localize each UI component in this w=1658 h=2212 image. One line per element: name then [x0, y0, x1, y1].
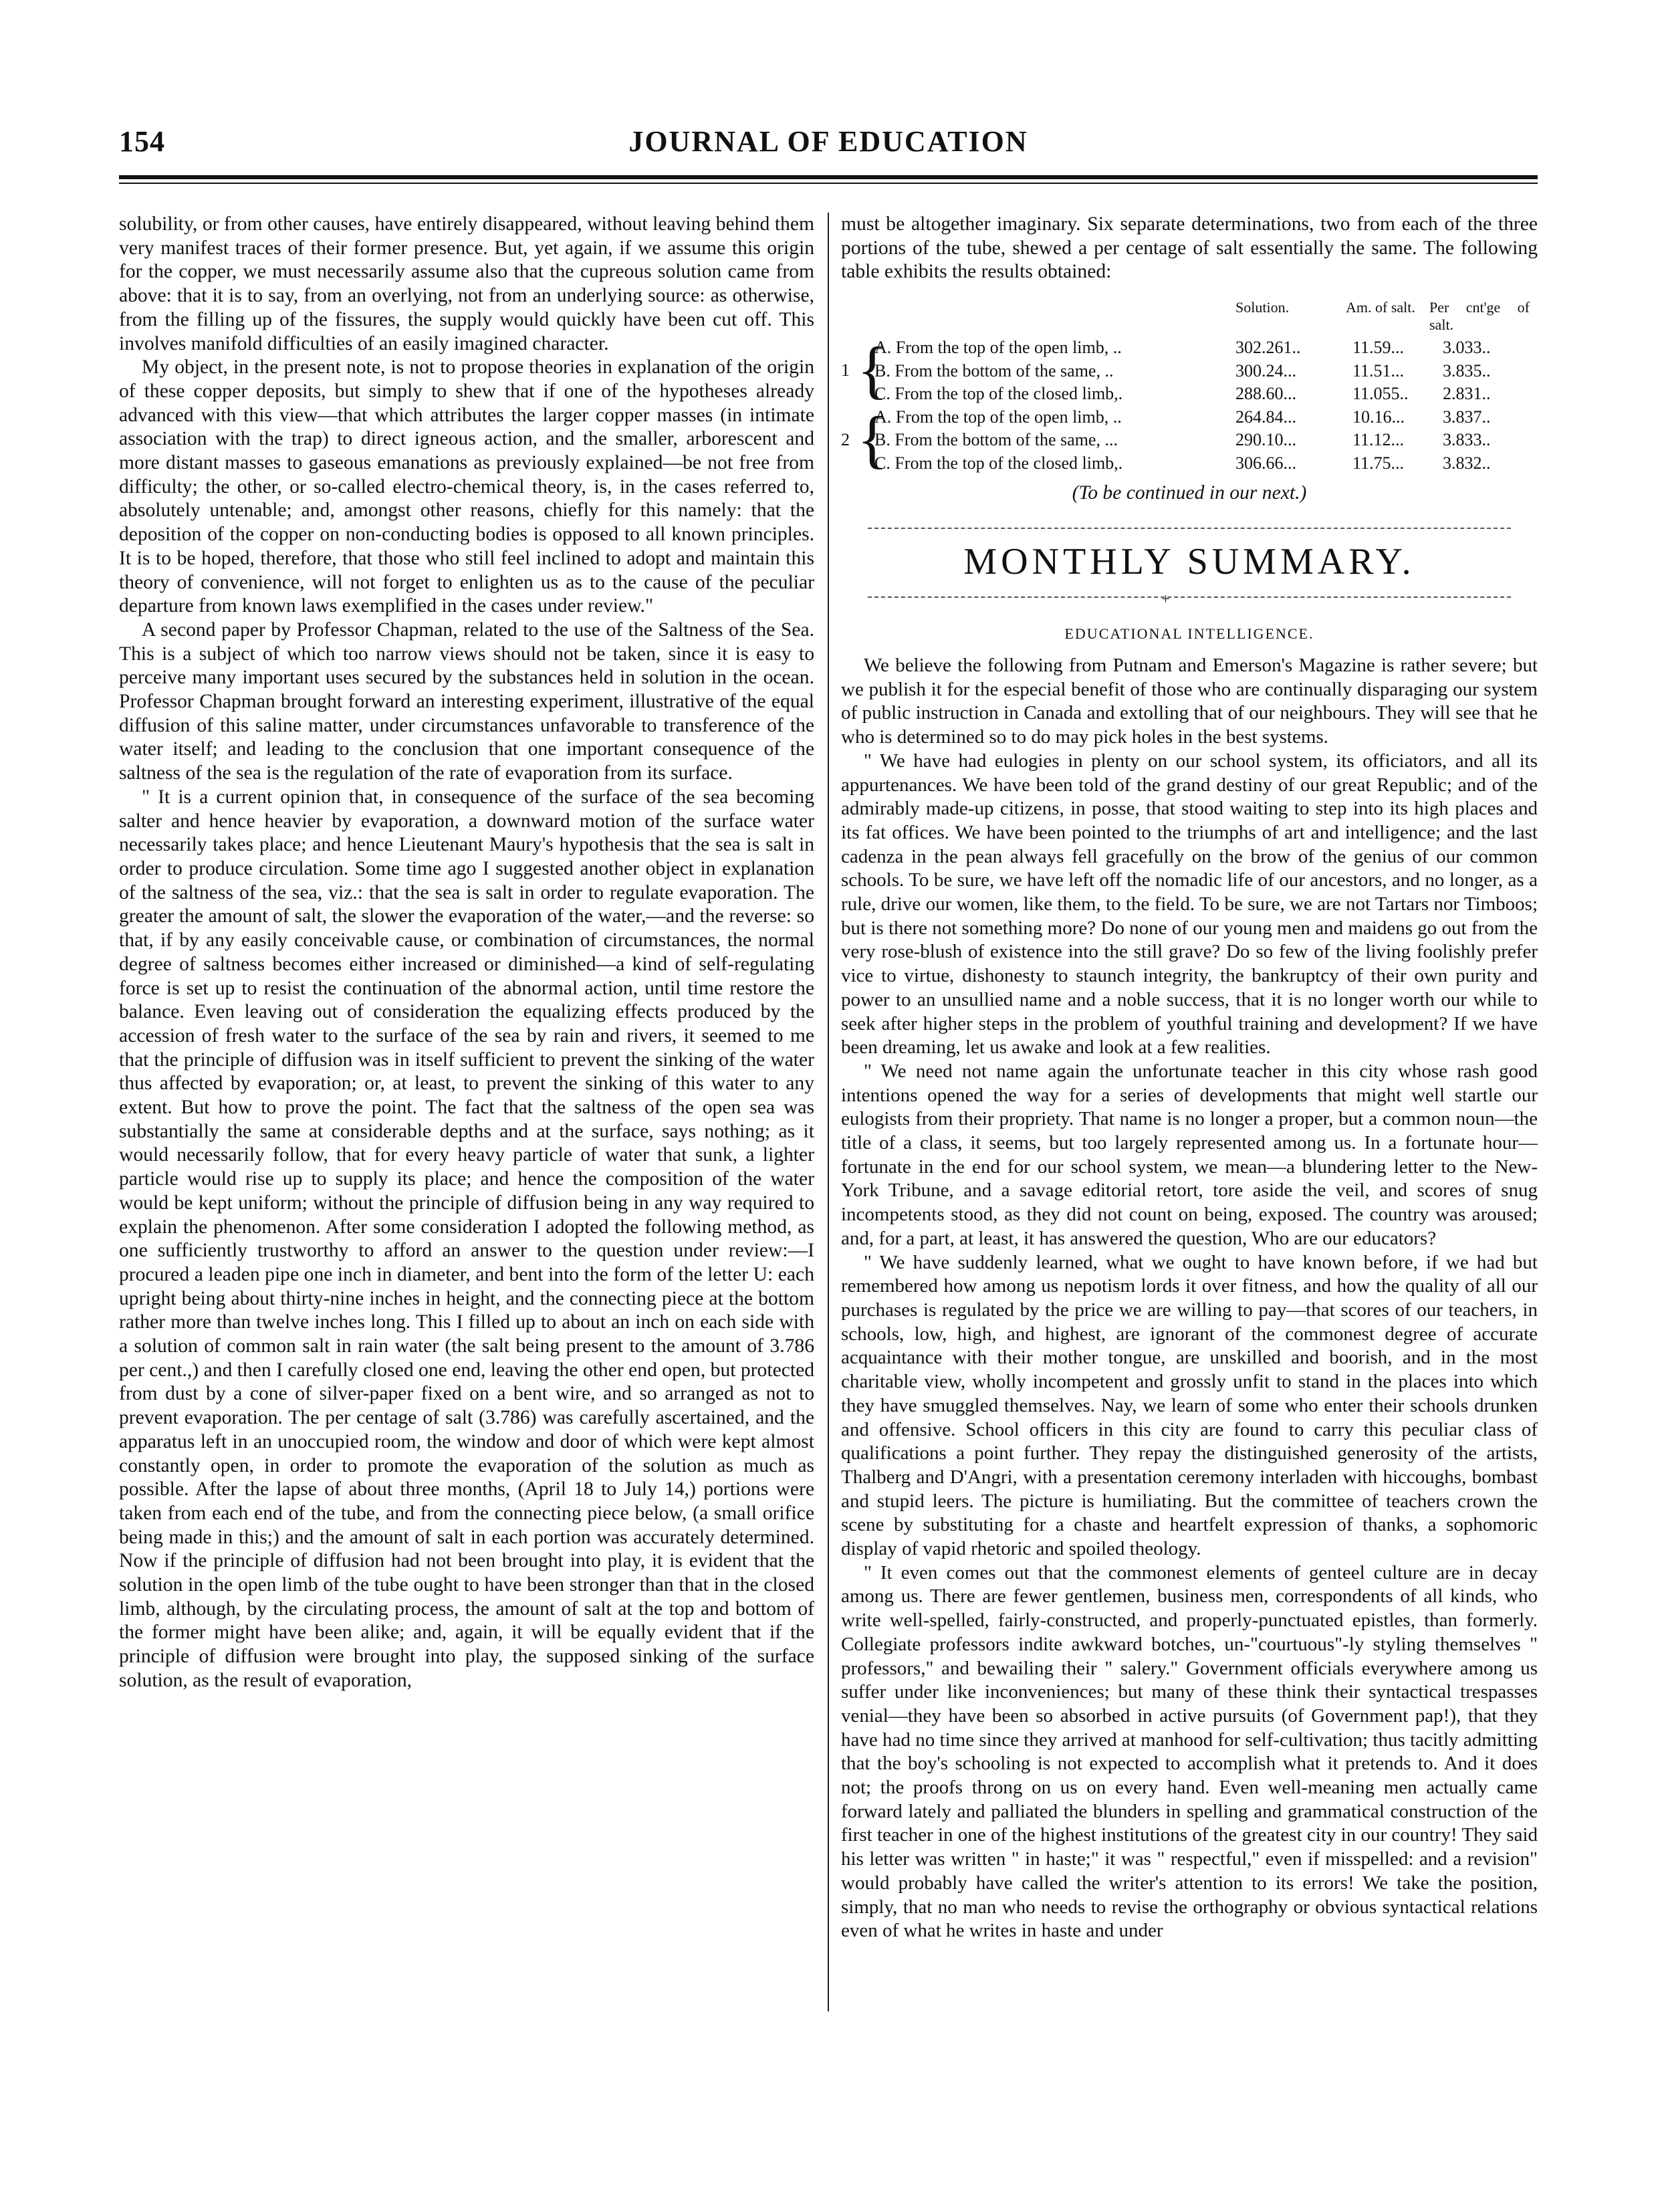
- ornament-rule: [841, 514, 1538, 541]
- row-percent: 3.832..: [1443, 453, 1491, 473]
- row-amount: 11.59...: [1352, 338, 1405, 358]
- page-header: [119, 124, 1538, 164]
- row-percent: 3.833..: [1443, 430, 1491, 450]
- paragraph: " It is a current opinion that, in consequence of the surface of the sea becoming salter and hence heavier by evaporation, a downward motion of the surface water necessarily takes place; and hence Lieutenant Maury's hypothesis that the sea is salt in order to produce circulation. Some time ago I suggested another object in explanation of the saltness of the sea, viz.: that the sea is salt in order to regulate evaporation. The greater the amount of salt, the slower the evaporation of the water,—and the reverse: so that, if by any easily conceivable cause, or combination of circumstances, the normal degree of saltness becomes either increased or diminished—a kind of self-regulating force is set up to resist the continuation of the abnormal action, until time restore the balance. Even leaving out of consideration the equalizing effects produced by the accession of fresh water to the surface of the sea by rain and rivers, it seemed to me that the principle of diffusion was in itself sufficient to prevent the sinking of the water thus affected by evaporation; or, at least, to prevent the sinking of this water to any extent. But how to prove the point. The fact that the saltness of the open sea was substantially the same at considerable depths and at the surface, says nothing; as it would necessarily follow, that for every heavy particle of water that sunk, a lighter particle would rise up to supply its place; and hence the composition of the water would be kept uniform; without the principle of diffusion being in any way required to explain the phenomenon. After some consideration I adopted the following method, as one sufficiently trustworthy to afford an answer to the question under review:—I procured a leaden pipe one inch in diameter, and bent into the form of the letter U: each upright being about thirty-nine inches in height, and the connecting piece at the bottom rather more than twelve inches long. This I filled up to about an inch on each side with a solution of common salt in rain water (the salt being present to the amount of 3.786 per cent.,) and then I carefully closed one end, leaving the other end open, but protected from dust by a cone of silver-paper fixed on a bent wire, and so arranged as not to prevent evaporation. The per centage of salt (3.786) was carefully ascertained, and the apparatus left in an unoccupied room, the window and door of which were kept almost constantly open, in order to promote the evaporation of the solution as much as possible. After the lapse of about three months, (April 18 to July 14,) portions were taken from each end of the tube, and from the connecting piece below, (a small orifice being made in this;) and the amount of salt in each portion was accurately determined. Now if the principle of diffusion had not been brought into play, it is evident that the solution in the open limb of the tube ought to have been stronger than that in the closed limb, although, by the circulating process, the amount of salt at the top and bottom of the former might have been alike; and, again, it will be equally evident that if the principle of diffusion were brought into play, the supposed sinking of the surface solution, as the result of evaporation,: [119, 786, 814, 1691]
- table-row: [841, 452, 1538, 475]
- row-percent: 3.033..: [1443, 338, 1491, 358]
- table-row: [841, 382, 1538, 406]
- row-percent: 3.835..: [1443, 360, 1491, 380]
- row-solution: 290.10...: [1235, 430, 1296, 450]
- paragraph: " It even comes out that the commonest elements of genteel culture are in decay among us. There are fewer gentlemen, business men, correspondents of all kinds, who write well-spelled, fairly-constructed, and properly-punctuated epistles, than formerly. Collegiate professors indite awkward botches, un-"courtuous"-ly styling themselves " professors," and bewailing their " salery." Government officials everywhere among us suffer under like inconveniences; but many of these think their syntactical trespasses venial—they have been so absorbed in active pursuits (of Government pap!), that they have had no time since they arrived at manhood for self-cultivation; thus tacitly admitting that the boy's schooling is not expected to accomplish what it pretends to. And it does not; the proofs throng on us on every hand. Even well-meaning men actually came forward lately and palliated the blunders in spelling and grammatical construction of the first teacher in one of the highest institutions of the greatest city in our country! They said his letter was written " in haste;" it was " respectful," even if misspelled: and a revision" would probably have called the writer's attention to its errors! We take the position, simply, that no man who needs to revise the orthography or obvious syntactical relations even of what he writes in haste and under: [841, 1561, 1538, 1942]
- row-solution: 300.24...: [1235, 360, 1296, 380]
- paragraph: " We have had eulogies in plenty on our school system, its officiators, and all its appurtenances. We have been told of the grand destiny of our great Republic; and of the admirably made-up citizens, in posse, that stood waiting to step into its high places and its fat offices. We have been pointed to the triumphs of art and intelligence; and the last cadenza in the pean always fell gracefully on the brow of the genius of our common schools. To be sure, we have left off the nomadic life of our ancestors, and no longer, as a rule, drive our women, like them, to the field. To be sure, we are not Tartars nor Timboos; but is there not something more? Do none of our young men and maidens go out from the very rose-blush of existence into the still grave? Do so few of the living foolishly prefer vice to virtue, dishonesty to staunch integrity, the bankruptcy of their own purity and power to an unsullied name and a noble success, that it is no longer worth our while to seek after higher steps in the problem of youthful training and development? If we have been dreaming, let us awake and look at a few realities.: [841, 750, 1538, 1059]
- table-row: [841, 360, 1538, 383]
- row-solution: 264.84...: [1235, 407, 1296, 427]
- article-body: [841, 654, 1538, 1943]
- continued-note: (To be continued in our next.): [1072, 482, 1307, 504]
- ornament-mark: +: [1161, 590, 1170, 608]
- row-solution: 302.261..: [1235, 338, 1301, 358]
- row-percent: 2.831..: [1443, 384, 1491, 404]
- left-column: [119, 213, 814, 1693]
- row-label: A. From the top of the open limb, ..: [874, 407, 1122, 427]
- row-label: C. From the top of the closed limb,.: [874, 384, 1123, 404]
- row-percent: 3.837..: [1443, 407, 1491, 427]
- results-table: [841, 299, 1538, 505]
- group-number: 2: [841, 429, 850, 449]
- table-group: [841, 336, 1538, 406]
- row-amount: 11.75...: [1352, 453, 1405, 473]
- ornament-rule: [841, 583, 1538, 610]
- paragraph: " We have suddenly learned, what we ought to have known before, if we had but remembered how among us nepotism lords it over fitness, and how the quality of all our purchases is regulated by the price we are willing to pay—that scores of our teachers, in schools, low, high, and highest, are ignorant of the commonest degree of accurate acquaintance with their mother tongue, are unskilled and boorish, and in the most charitable view, wholly incompetent and grossly unfit to stand in the places into which they have smuggled themselves. Nay, we learn of some who enter their schools drunken and offensive. School officers in this city are found to carry this peculiar class of qualifications a point further. They repay the distinguished generosity of the artists, Thalberg and D'Angri, with a presentation ceremony interladen with hiccoughs, bombast and stupid leers. The picture is humiliating. But the committee of teachers crown the scene by substituting for a chaste and heartfelt expression of thanks, a sophomoric display of vapid rhetoric and spoiled theology.: [841, 1251, 1538, 1560]
- paragraph: " We need not name again the unfortunate teacher in this city whose rash good intentions opened the way for a series of developments that might well startle our eulogists from their propriety. That name is no longer a proper, but a common noun—the title of a class, it seems, but too largely represented among us. In a fortunate hour—fortunate in the end for our school system, we mean—a blundering letter to the New-York Tribune, and a savage editorial retort, tore aside the veil, and scores of snug incompetents stood, as they did not count on being, exposed. The country was aroused; and, for a part, at least, it has answered the question, Who are our educators?: [841, 1060, 1538, 1249]
- dashed-rule: [868, 596, 1511, 598]
- row-label: B. From the bottom of the same, ...: [874, 430, 1118, 450]
- header-rule-thin: [119, 183, 1538, 184]
- paragraph: We believe the following from Putnam and Emerson's Magazine is rather severe; but we publish it for the especial benefit of those who are continually disparaging our system of public instruction in Canada and extolling that of our neighbours. They will see that he who is determined so to do may pick holes in the best systems.: [841, 655, 1538, 748]
- row-label: C. From the top of the closed limb,.: [874, 453, 1123, 473]
- paragraph: solubility, or from other causes, have entirely disappeared, without leaving behind them very manifest traces of their former presence. But, yet again, if we assume this origin for the copper, we must necessarily assume also that the cupreous solution came from above: that it is to say, from an overlying, not from an underlying source: as otherwise, from the filling up of the fissures, the supply would quickly have been cut off. This involves manifold difficulties of an easily imagined character.: [119, 213, 814, 354]
- subheading: EDUCATIONAL INTELLIGENCE.: [1064, 625, 1314, 643]
- running-title: JOURNAL OF EDUCATION: [628, 125, 1028, 158]
- table-row: [841, 336, 1538, 360]
- row-label: B. From the bottom of the same, ..: [874, 360, 1114, 380]
- column-divider: [828, 213, 829, 2011]
- row-amount: 11.51...: [1352, 360, 1405, 380]
- table-row: [841, 429, 1538, 452]
- page-number: 154: [119, 125, 165, 158]
- row-label: A. From the top of the open limb, ..: [874, 338, 1122, 358]
- paragraph: My object, in the present note, is not to propose theories in explanation of the origin of these copper deposits, but simply to shew that if one of the hypotheses already advanced with this view—that which attributes the larger copper masses (in intimate association with the trap) to direct igneous action, and the smaller, arborescent and more distant masses to gaseous emanations as previously explained—be not free from difficulty; the other, or so-called electro-chemical theory, is, in the cases referred to, absolutely untenable; and, amongst other reasons, chiefly for this namely: that the deposition of the copper on non-conducting bodies is opposed to all known principles. It is to be hoped, therefore, that those who still feel inclined to adopt and maintain this theory of convenience, will not forget to enlighten us as to the cause of the peculiar departure from known laws exemplified in the cases under review.": [119, 356, 814, 617]
- header-rule: [119, 175, 1538, 179]
- table-group: [841, 403, 1538, 475]
- row-amount: 11.055..: [1352, 384, 1409, 404]
- row-amount: 10.16...: [1352, 407, 1405, 427]
- row-amount: 11.12...: [1352, 430, 1405, 450]
- row-solution: 306.66...: [1235, 453, 1296, 473]
- brace-glyph: {: [857, 334, 889, 406]
- table-header-percent: Per cnt'ge of salt.: [1429, 299, 1530, 334]
- section-title: MONTHLY SUMMARY.: [963, 540, 1415, 582]
- table-header-amount: Am. of salt.: [1346, 299, 1415, 316]
- dashed-rule: [868, 528, 1511, 529]
- row-solution: 288.60...: [1235, 384, 1296, 404]
- table-header: [841, 299, 1538, 336]
- group-number: 1: [841, 360, 850, 380]
- paragraph: must be altogether imaginary. Six separate determinations, two from each of the three portions of the tube, shewed a per centage of salt essentially the same. The following table exhibits the results obtained:: [841, 213, 1538, 283]
- right-column: [841, 213, 1538, 1943]
- paragraph: A second paper by Professor Chapman, related to the use of the Saltness of the Sea. This is a subject of which too narrow views should not be taken, since it is easy to perceive many important uses secured by the substances held in solution in the ocean. Professor Chapman brought forward an interesting experiment, illustrative of the equal diffusion of this saline matter, under circumstances unfavorable to transference of the water itself; and leading to the conclusion that one important consequence of the saltness of the sea is the regulation of the rate of evaporation from its surface.: [119, 619, 814, 784]
- table-header-solution: Solution.: [1235, 299, 1290, 316]
- brace-glyph: {: [857, 403, 889, 475]
- table-row: [841, 406, 1538, 429]
